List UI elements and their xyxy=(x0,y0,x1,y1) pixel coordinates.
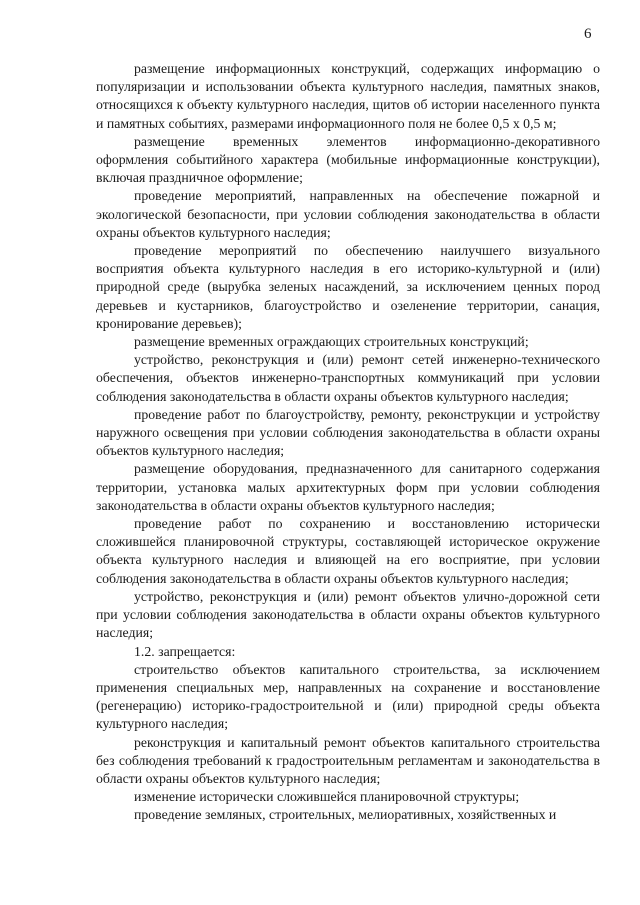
paragraph: изменение исторически сложившейся планировочной структуры; xyxy=(134,789,520,805)
paragraph: устройство, реконструкция и (или) ремонт сетей инженерно-технического обеспечения, объектов инженерно-транспортных коммуникаций при условии соблюдения законодательства в области охраны объектов культурного наследия; xyxy=(96,352,600,404)
paragraph: размещение временных элементов информационно-декоративного оформления событийного характера (мобильные информационные конструкции), включая праздничное оформление; xyxy=(96,133,600,186)
section-heading: 1.2. запрещается: xyxy=(134,643,236,659)
paragraph: размещение информационных конструкций, содержащих информацию о популяризации и использовании объекта культурного наследия, памятных знаков, относящихся к объекту культурного наследия, щитов об истории населенного пункта и памятных событиях, размерами информационного поля не более 0,5 х 0,5 м; xyxy=(96,61,600,131)
paragraph: устройство, реконструкция и (или) ремонт объектов улично-дорожной сети при условии соблюдения законодательства в области охраны объектов культурного наследия; xyxy=(96,588,600,641)
paragraph: реконструкция и капитальный ремонт объектов капитального строительства без соблюдения требований к градостроительным регламентам и законодательства в области охраны объектов культурного наследия; xyxy=(96,734,600,786)
paragraph: размещение оборудования, предназначенного для санитарного содержания территории, установка малых архитектурных форм при условии соблюдения законодательства в области охраны объектов культурного наследия; xyxy=(96,461,600,513)
paragraph: строительство объектов капитального строительства, за исключением применения специальных мер, направленных на сохранение и восстановление (регенерацию) историко-градостроительной и (или) природной среды объекта культурного наследия; xyxy=(96,661,600,732)
paragraph: проведение мероприятий, направленных на обеспечение пожарной и экологической безопасности, при условии соблюдения законодательства в области охраны объектов культурного наследия; xyxy=(96,188,600,240)
page-number: 6 xyxy=(584,26,592,42)
paragraph: проведение работ по благоустройству, ремонту, реконструкции и устройству наружного освещения при условии соблюдения законодательства в области охраны объектов культурного наследия; xyxy=(96,406,600,459)
paragraph: проведение земляных, строительных, мелиоративных, хозяйственных и xyxy=(134,807,557,823)
paragraph: проведение работ по сохранению и восстановлению исторически сложившейся планировочной структуры, составляющей историческое окружение объекта культурного наследия и влияющей на его восприятие, при условии соблюдения законодательства в области охраны объектов культурного наследия; xyxy=(96,516,600,586)
body-text xyxy=(96,60,600,825)
paragraph: размещение временных ограждающих строительных конструкций; xyxy=(134,334,529,350)
paragraph: проведение мероприятий по обеспечению наилучшего визуального восприятия объекта культурного наследия в его историко-культурной и (или) природной среде (вырубка зеленых насаждений, за исключением ценных пород деревьев и кустарников, благоустройство и озеленение территории, санация, кронирование деревьев); xyxy=(96,243,600,331)
